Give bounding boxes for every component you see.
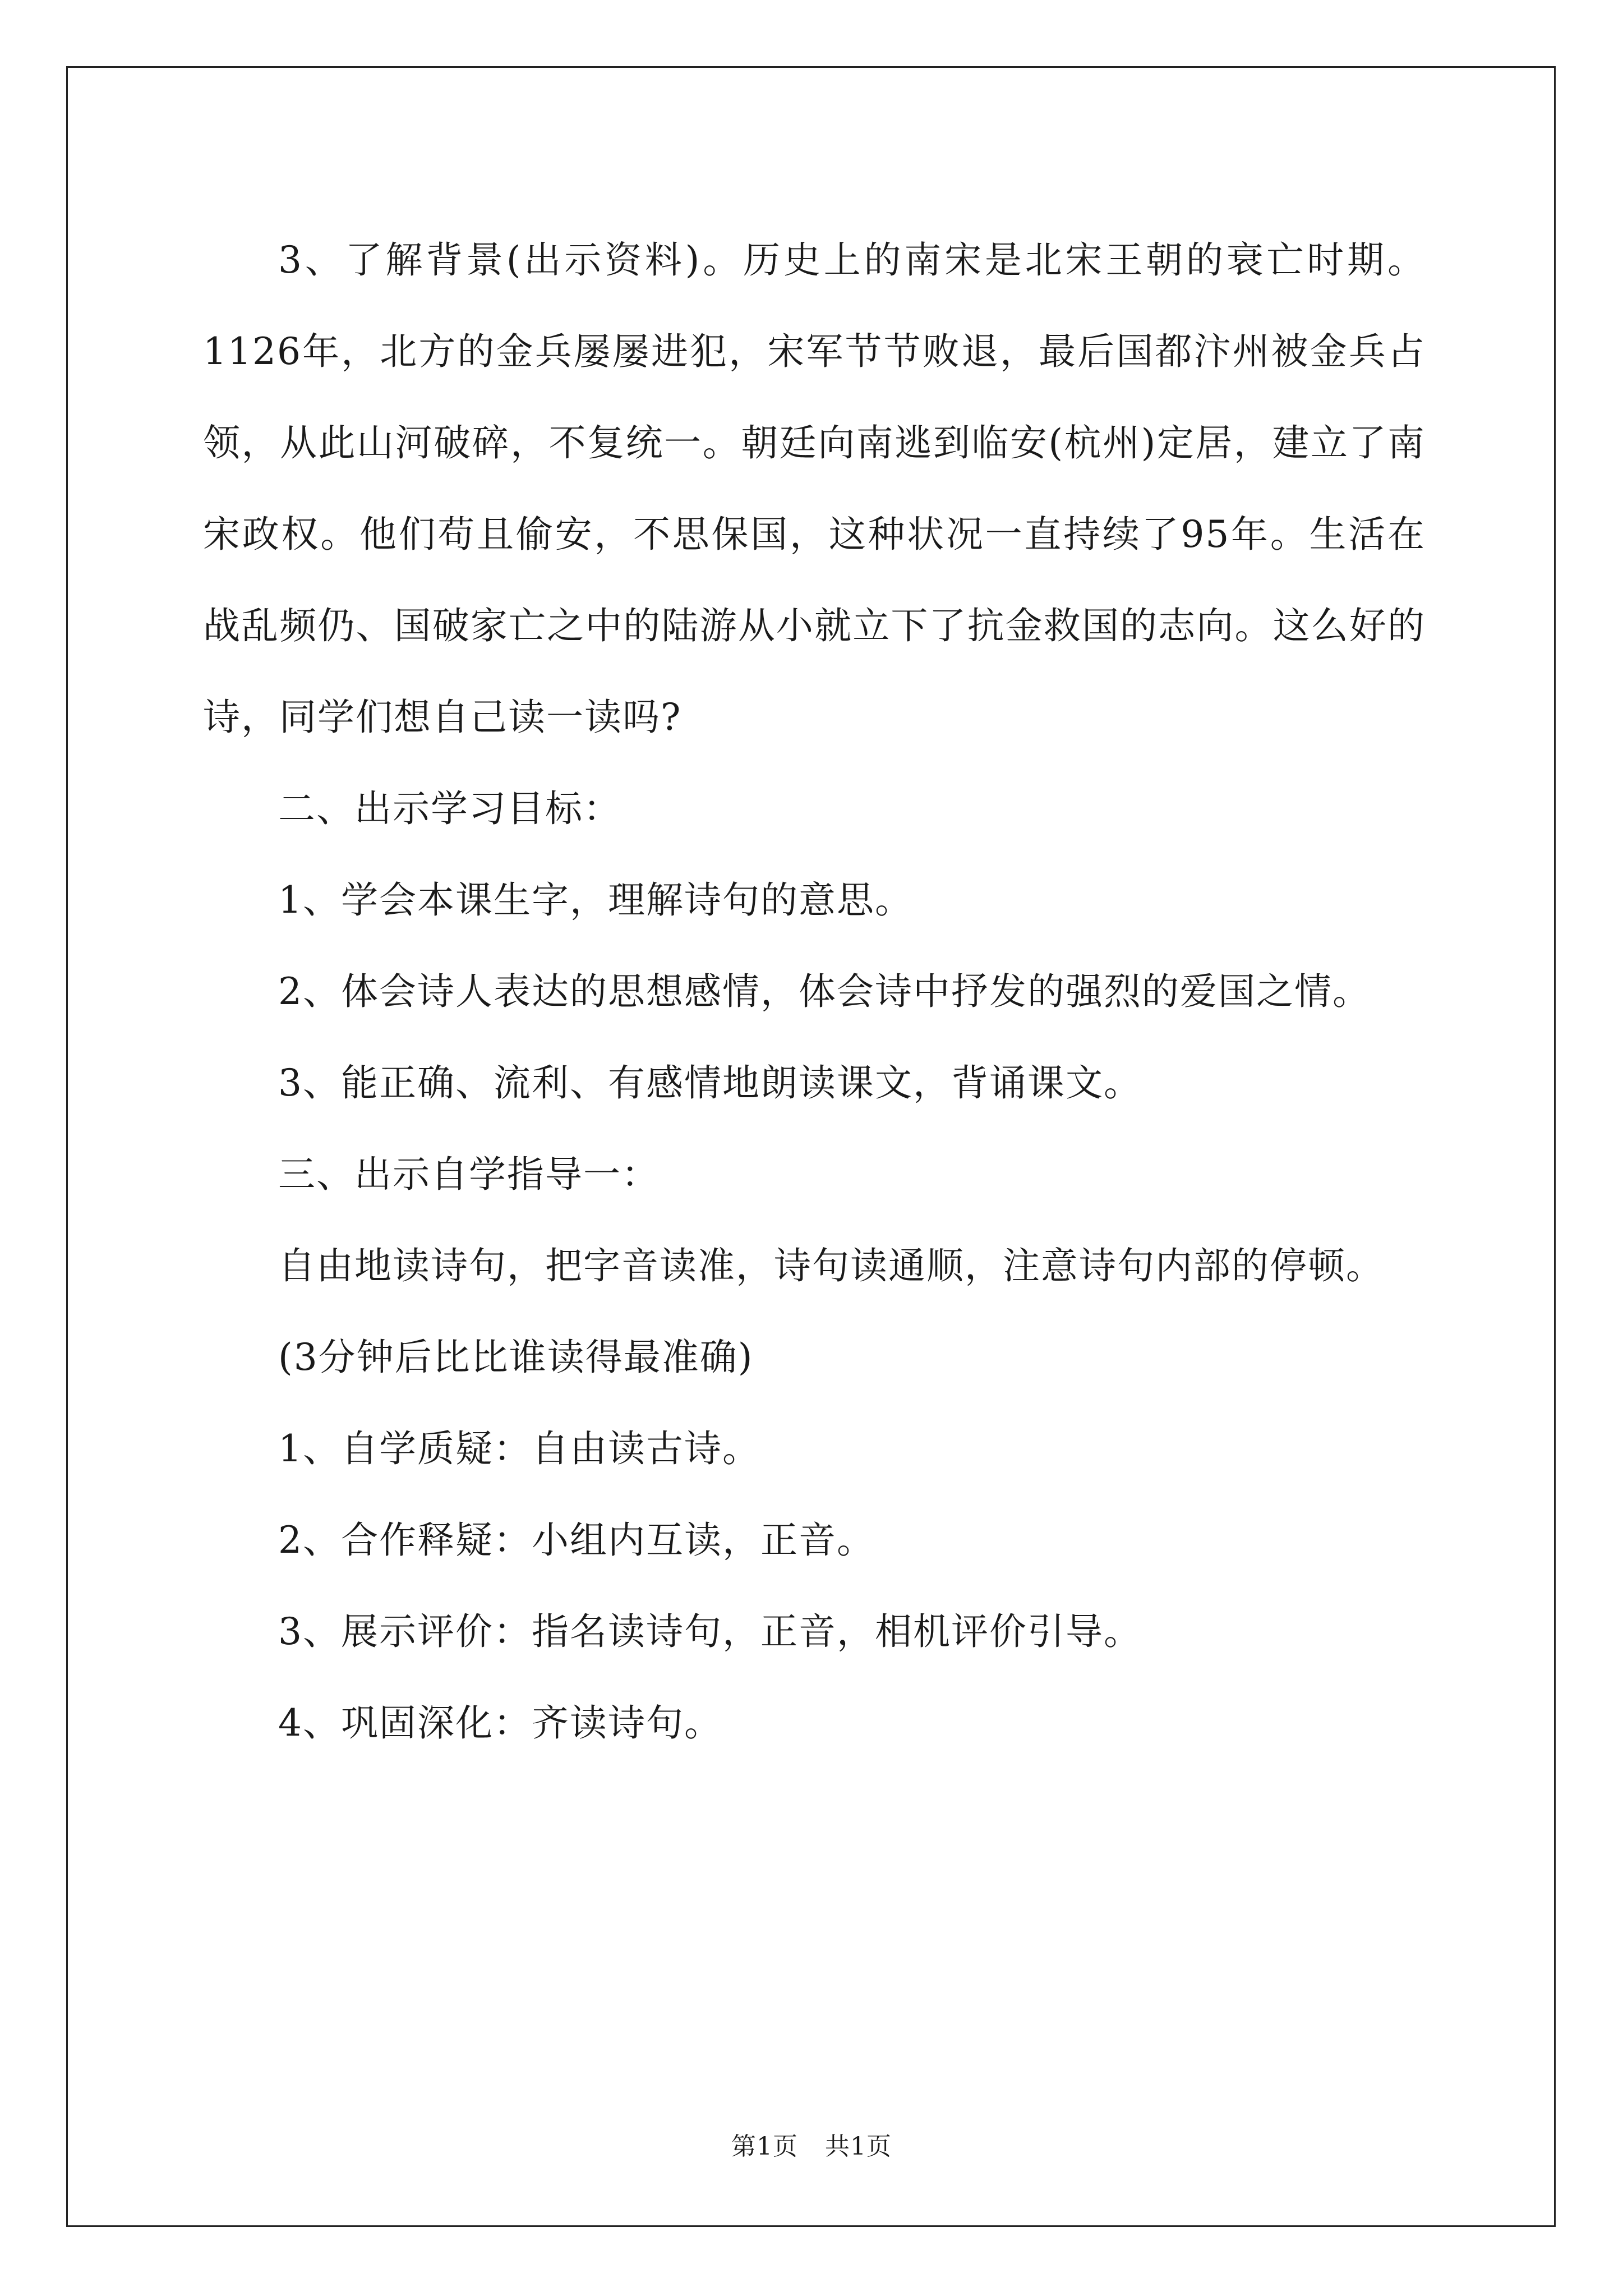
paragraph-goal-1: 1、学会本课生字，理解诗句的意思。 bbox=[278, 878, 913, 922]
paragraph-goal-2: 2、体会诗人表达的思想感情，体会诗中抒发的强烈的爱国之情。 bbox=[278, 970, 1371, 1013]
paragraph-guide-text: 自由地读诗句，把字音读准，诗句读通顺，注意诗句内部的停顿。 bbox=[278, 1244, 1384, 1287]
paragraph-goal-3: 3、能正确、流利、有感情地朗读课文，背诵课文。 bbox=[278, 1061, 1142, 1105]
paragraph-step-3: 3、展示评价：指名读诗句，正音，相机评价引导。 bbox=[278, 1610, 1142, 1653]
paragraph-step-1: 1、自学质疑：自由读古诗。 bbox=[278, 1427, 760, 1470]
page-number: 第1页 bbox=[731, 2132, 798, 2161]
paragraph-heading-goals: 二、出示学习目标： bbox=[278, 787, 621, 830]
paragraph-heading-guide: 三、出示自学指导一： bbox=[278, 1153, 660, 1196]
paragraph-step-4: 4、巩固深化：齐读诗句。 bbox=[278, 1701, 722, 1745]
page-footer bbox=[0, 2126, 1623, 2162]
paragraph-background: 3、了解背景(出示资料)。历史上的南宋是北宋王朝的衰亡时期。1126年，北方的金兵屡屡进犯，宋军节节败退，最后国都汴州被金兵占领，从此山河破碎，不复统一。朝廷向南逃到临安(杭州)定居，建立了南宋政权。他们苟且偷安，不思保国，这种状况一直持续了95年。生活在战乱频仍、国破家亡之中的陆游从小就立下了抗金救国的志向。这么好的诗，同学们想自己读一读吗? bbox=[203, 238, 1426, 739]
document-body bbox=[203, 214, 1426, 1769]
paragraph-guide-time: (3分钟后比比谁读得最准确) bbox=[278, 1336, 754, 1379]
page-total: 共1页 bbox=[825, 2132, 892, 2161]
paragraph-step-2: 2、合作释疑：小组内互读，正音。 bbox=[278, 1519, 875, 1562]
